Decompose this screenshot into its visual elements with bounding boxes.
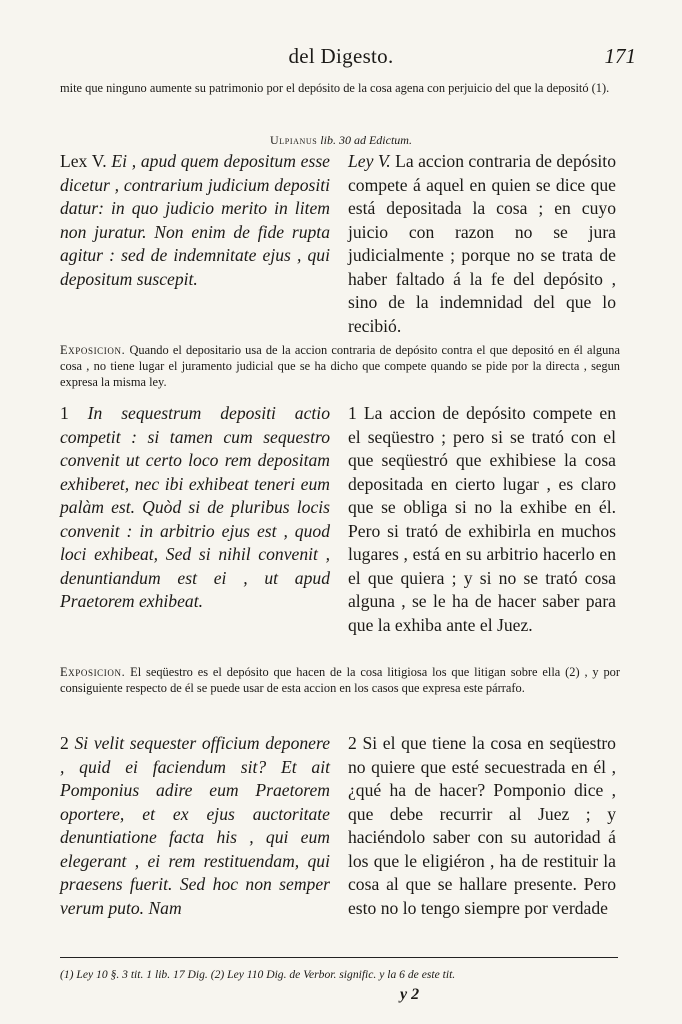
- source-author: Ulpianus: [270, 133, 318, 147]
- footnote: (1) Ley 10 §. 3 tit. 1 lib. 17 Dig. (2) Ley 110 Dig. de Verbor. signific. y la 6 de este tit.: [60, 968, 456, 981]
- exposicion-1-text: Quando el depositario usa de la accion contraria de depósito contra el que depositó en él alguna cosa , no tiene lugar el juramento judicial que se ha dicho que compete quando se pide por la directa , segun expresa la misma ley.: [60, 343, 620, 389]
- lex5-spanish: [348, 150, 616, 338]
- para1-spanish: [348, 402, 616, 637]
- page-header: [0, 44, 682, 74]
- para2-latin: [60, 732, 330, 920]
- lex5-latin-text: Ei , apud quem depositum esse dicetur , contrarium judicium depositi datur: in quo judicio merito in litem non juratur. Non enim de fide rupta agitur : sed de indemnitate ejus , qui depositum suscepit.: [60, 151, 330, 289]
- exposicion-2-label: Exposicion.: [60, 665, 126, 679]
- source-reference: lib. 30 ad Edictum.: [320, 133, 412, 147]
- lex5-spanish-text: La accion contraria de depósito compete á aquel en quien se dice que está depositada la cosa ; en cuyo juicio con razon no se jura judicialmente ; porque no se trata de haber faltado á la fe del depósito , sino de la indemnidad del que lo recibió.: [348, 151, 616, 336]
- running-title: del Digesto.: [288, 44, 394, 68]
- para2-spanish-text: Si el que tiene la cosa en seqüestro no quiere que esté secuestrada en él , ¿qué ha de hacer? Pomponio dice , que debe recurrir al Juez ; y haciéndolo saber con su autoridad á los que le eligiéron , ha de restituir la cosa al que se hallare presente. Pero esto no lo tengo siempre por verdade: [348, 733, 616, 918]
- para1-spanish-num: 1: [348, 403, 357, 423]
- exposicion-1-label: Exposicion.: [60, 343, 126, 357]
- para1-latin-text: In sequestrum depositi actio competit : si tamen cum sequestro convenit ut certo loco rem depositam exhiberet, nec ibi exhibeat teneri eum palàm est. Quòd si de pluribus locis convenit : in arbitrio ejus est , quod loci exhibeat, Sed si nihil convenit , denuntiandum est ei , ut apud Praetorem exhibeat.: [60, 403, 330, 611]
- lex5-spanish-lead: Ley V.: [348, 151, 391, 171]
- lex5-latin: [60, 150, 330, 291]
- exposicion-2: [60, 664, 620, 696]
- para1-spanish-text: La accion de depósito compete en el seqüestro ; pero si se trató con el que seqüestró que exhibiese la cosa depositada en cierto lugar , es claro que se obliga si no la exhibe en él. Pero si trató de exhibirla en muchos lugares , está en su arbitrio hacerlo en el que quiera ; y si no se trató cosa alguna , se le ha de hacer saber para que la exhiba ante el Juez.: [348, 403, 616, 635]
- para1-latin-num: 1: [60, 403, 69, 423]
- lex5-latin-lead: Lex V.: [60, 151, 107, 171]
- signature-mark: y 2: [400, 986, 420, 1003]
- exposicion-1: [60, 342, 620, 390]
- intro-note: mite que ninguno aumente su patrimonio por el depósito de la cosa agena con perjuicio del que la depositó (1).: [60, 81, 610, 95]
- footnote-divider: [60, 957, 618, 958]
- exposicion-2-text: El seqüestro es el depósito que hacen de la cosa litigiosa los que litigan sobre ella (2) , y por consiguiente respecto de él se puede usar de esta accion en los casos que expresa este párrafo.: [60, 665, 620, 695]
- para2-latin-num: 2: [60, 733, 69, 753]
- para2-spanish: [348, 732, 616, 920]
- para2-latin-text: Si velit sequester officium deponere , quid ei faciendum sit? Et ait Pomponius adire eum Praetorem oportere, et ex ejus auctoritate denuntiatione facta his , qui eum elegerant , ei rem restituendam, qui praesens fuerit. Sed hoc non semper verum puto. Nam: [60, 733, 330, 918]
- para1-latin: [60, 402, 330, 614]
- para2-spanish-num: 2: [348, 733, 357, 753]
- source-citation: [0, 133, 682, 148]
- page-number: 171: [604, 44, 636, 68]
